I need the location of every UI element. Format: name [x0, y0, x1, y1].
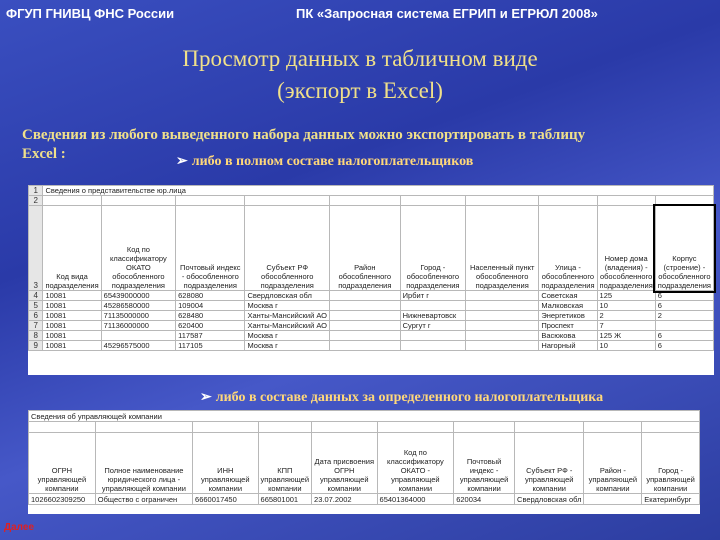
table-cell[interactable] [95, 422, 192, 433]
column-header[interactable]: ОГРН управляющей компании [29, 433, 96, 494]
table-cell[interactable]: 620034 [454, 494, 515, 505]
table-row [29, 311, 714, 321]
table-cell[interactable]: 628480 [176, 311, 245, 321]
table-cell[interactable]: 10081 [43, 311, 101, 321]
table-cell[interactable]: Советская [539, 291, 597, 301]
table-cell[interactable]: Васюкова [539, 331, 597, 341]
arrow-bullet-icon: ➢ [200, 390, 212, 405]
column-header[interactable]: Населенный пункт обособленного подразделения [466, 206, 539, 291]
excel-table-full [28, 185, 714, 351]
table-cell[interactable] [515, 422, 584, 433]
table-cell[interactable]: 10081 [43, 321, 101, 331]
table-cell[interactable] [330, 301, 401, 311]
page-subtitle: (экспорт в Excel) [277, 78, 443, 103]
table-cell[interactable] [101, 196, 175, 206]
header-right-product: ПК «Запросная система ЕГРИП и ЕГРЮЛ 2008» [296, 6, 598, 21]
table-cell[interactable]: Ханты-Мансийский АО [245, 311, 330, 321]
table-cell[interactable]: 2 [597, 311, 655, 321]
table-cell[interactable]: Сургут г [400, 321, 465, 331]
arrow-bullet-icon: ➢ [176, 154, 188, 169]
bullet-full-set-label: либо в полном составе налогоплательщиков [191, 154, 474, 169]
next-link[interactable]: Далее [4, 522, 35, 533]
table-row [29, 301, 714, 311]
bullet-single-taxpayer-label: либо в составе данных за определенного налогоплательщика [215, 390, 604, 405]
table-cell[interactable]: 6 [655, 301, 713, 311]
table-header-row [29, 206, 714, 291]
row-number: 4 [29, 291, 43, 301]
column-header[interactable]: Город - обособленного подразделения [400, 206, 465, 291]
row-number: 3 [29, 206, 43, 291]
column-header[interactable]: Номер дома (владения) - обособленного подразделения [597, 206, 655, 291]
column-header[interactable]: Код по классификатору ОКАТО обособленного подразделения [101, 206, 175, 291]
table-cell[interactable]: 117587 [176, 331, 245, 341]
row-number: 1 [29, 186, 43, 196]
table-cell[interactable] [330, 341, 401, 351]
row-number: 5 [29, 301, 43, 311]
row-number: 9 [29, 341, 43, 351]
row-number: 6 [29, 311, 43, 321]
table-cell[interactable] [330, 196, 401, 206]
table-cell[interactable]: Нагорный [539, 341, 597, 351]
table-cell[interactable]: 10081 [43, 301, 101, 311]
table-cell[interactable]: 10 [597, 301, 655, 311]
table-cell[interactable]: Свердловская обл [245, 291, 330, 301]
table-header-row [29, 433, 700, 494]
sheet-title-cell[interactable]: Сведения о представительстве юр.лица [43, 186, 714, 196]
table-cell[interactable]: 71136000000 [101, 321, 175, 331]
table-cell[interactable]: 6 [655, 341, 713, 351]
row-number: 7 [29, 321, 43, 331]
table-cell[interactable] [400, 196, 465, 206]
table-cell[interactable] [312, 422, 378, 433]
table-cell[interactable] [193, 422, 259, 433]
column-header[interactable]: Район обособленного подразделения [330, 206, 401, 291]
table-cell[interactable] [466, 196, 539, 206]
table-cell[interactable] [400, 341, 465, 351]
table-cell[interactable]: 45286580000 [101, 301, 175, 311]
table-cell[interactable] [330, 291, 401, 301]
table-cell[interactable]: 10 [597, 341, 655, 351]
column-header[interactable]: ИНН управляющей компании [193, 433, 259, 494]
table-cell[interactable] [597, 196, 655, 206]
table-cell[interactable]: 1026602309250 [29, 494, 96, 505]
table-cell[interactable] [584, 494, 642, 505]
table-cell[interactable]: Проспект [539, 321, 597, 331]
table-cell[interactable]: 6 [655, 291, 713, 301]
table-cell[interactable] [29, 422, 96, 433]
table-row [29, 321, 714, 331]
table-cell[interactable]: 23.07.2002 [312, 494, 378, 505]
table-row [29, 291, 714, 301]
table-cell[interactable] [642, 422, 700, 433]
table-cell[interactable] [466, 321, 539, 331]
column-header[interactable]: Улица - обособленного подразделения [539, 206, 597, 291]
page-title: Просмотр данных в табличном виде [182, 46, 538, 71]
column-header[interactable]: Почтовый индекс - обособленного подразделения [176, 206, 245, 291]
table-cell[interactable]: Москва г [245, 341, 330, 351]
table-cell[interactable]: 65401364000 [377, 494, 454, 505]
table-cell[interactable]: 10081 [43, 341, 101, 351]
excel-sheet-full[interactable] [28, 185, 714, 375]
bullet-full-set [176, 153, 473, 170]
table-cell[interactable]: Ханты-Мансийский АО [245, 321, 330, 331]
table-cell[interactable]: 125 Ж [597, 331, 655, 341]
table-cell[interactable]: Общество с ограничен [95, 494, 192, 505]
table-cell[interactable]: Энергетиков [539, 311, 597, 321]
table-cell[interactable]: 117105 [176, 341, 245, 351]
table-cell[interactable]: Москва г [245, 301, 330, 311]
excel-sheet-single[interactable] [28, 410, 700, 514]
column-header[interactable]: Город - управляющей компании [642, 433, 700, 494]
table-row [29, 341, 714, 351]
table-cell[interactable] [655, 196, 713, 206]
table-cell[interactable] [377, 422, 454, 433]
column-header[interactable]: Субъект РФ обособленного подразделения [245, 206, 330, 291]
table-cell[interactable]: Малковская [539, 301, 597, 311]
table-cell[interactable]: 71135000000 [101, 311, 175, 321]
column-header[interactable]: КПП управляющей компании [258, 433, 311, 494]
table-cell[interactable] [466, 341, 539, 351]
table-cell[interactable]: 2 [655, 311, 713, 321]
table-cell[interactable] [584, 422, 642, 433]
table-cell[interactable]: Нижневартовск [400, 311, 465, 321]
table-cell[interactable]: 6 [655, 331, 713, 341]
table-cell[interactable] [176, 196, 245, 206]
table-cell[interactable] [466, 301, 539, 311]
table-cell[interactable]: 125 [597, 291, 655, 301]
column-header[interactable]: Дата присвоения ОГРН управляющей компании [312, 433, 378, 494]
table-row [29, 331, 714, 341]
table-cell[interactable]: Екатеринбург [642, 494, 700, 505]
table-cell[interactable] [466, 331, 539, 341]
column-header[interactable]: Код по классификатору ОКАТО - управляющей компании [377, 433, 454, 494]
table-cell[interactable] [400, 301, 465, 311]
sheet-title-cell[interactable]: Сведения об управляющей компании [29, 411, 700, 422]
table-cell[interactable]: 10081 [43, 331, 101, 341]
table-cell[interactable] [655, 321, 713, 331]
table-cell[interactable]: Москва г [245, 331, 330, 341]
intro-text: Сведения из любого выведенного набора данных можно экспортировать в таблицу Excel : [22, 127, 586, 162]
column-header[interactable]: Субъект РФ - управляющей компании [515, 433, 584, 494]
table-cell[interactable]: Ирбит г [400, 291, 465, 301]
table-row [29, 494, 700, 505]
table-cell[interactable]: 65439000000 [101, 291, 175, 301]
table-cell[interactable] [466, 291, 539, 301]
table-cell[interactable] [330, 321, 401, 331]
table-cell[interactable]: 620400 [176, 321, 245, 331]
column-header[interactable]: Почтовый индекс - управляющей компании [454, 433, 515, 494]
bullet-single-taxpayer [200, 389, 603, 406]
table-cell[interactable] [466, 311, 539, 321]
column-header[interactable]: Район - управляющей компании [584, 433, 642, 494]
table-cell[interactable]: 665801001 [258, 494, 311, 505]
table-cell[interactable]: Свердловская обл [515, 494, 584, 505]
row-number: 8 [29, 331, 43, 341]
column-header-selected[interactable]: Корпус (строение) - обособленного подразделения [655, 206, 713, 291]
table-cell[interactable] [258, 422, 311, 433]
table-cell[interactable] [400, 331, 465, 341]
header-left-org: ФГУП ГНИВЦ ФНС России [6, 6, 175, 21]
excel-table-single [28, 410, 700, 505]
table-cell[interactable] [43, 196, 101, 206]
table-cell[interactable]: 7 [597, 321, 655, 331]
table-cell[interactable]: 45296575000 [101, 341, 175, 351]
column-header[interactable]: Код вида подразделения [43, 206, 101, 291]
table-cell[interactable] [454, 422, 515, 433]
row-number: 2 [29, 196, 43, 206]
table-cell[interactable] [245, 196, 330, 206]
table-cell[interactable] [101, 331, 175, 341]
table-cell[interactable] [330, 331, 401, 341]
table-cell[interactable]: 628080 [176, 291, 245, 301]
table-cell[interactable]: 6660017450 [193, 494, 259, 505]
table-cell[interactable]: 109004 [176, 301, 245, 311]
column-header[interactable]: Полное наименование юридического лица - управляющей компании [95, 433, 192, 494]
table-cell[interactable] [330, 311, 401, 321]
table-cell[interactable] [539, 196, 597, 206]
table-cell[interactable]: 10081 [43, 291, 101, 301]
